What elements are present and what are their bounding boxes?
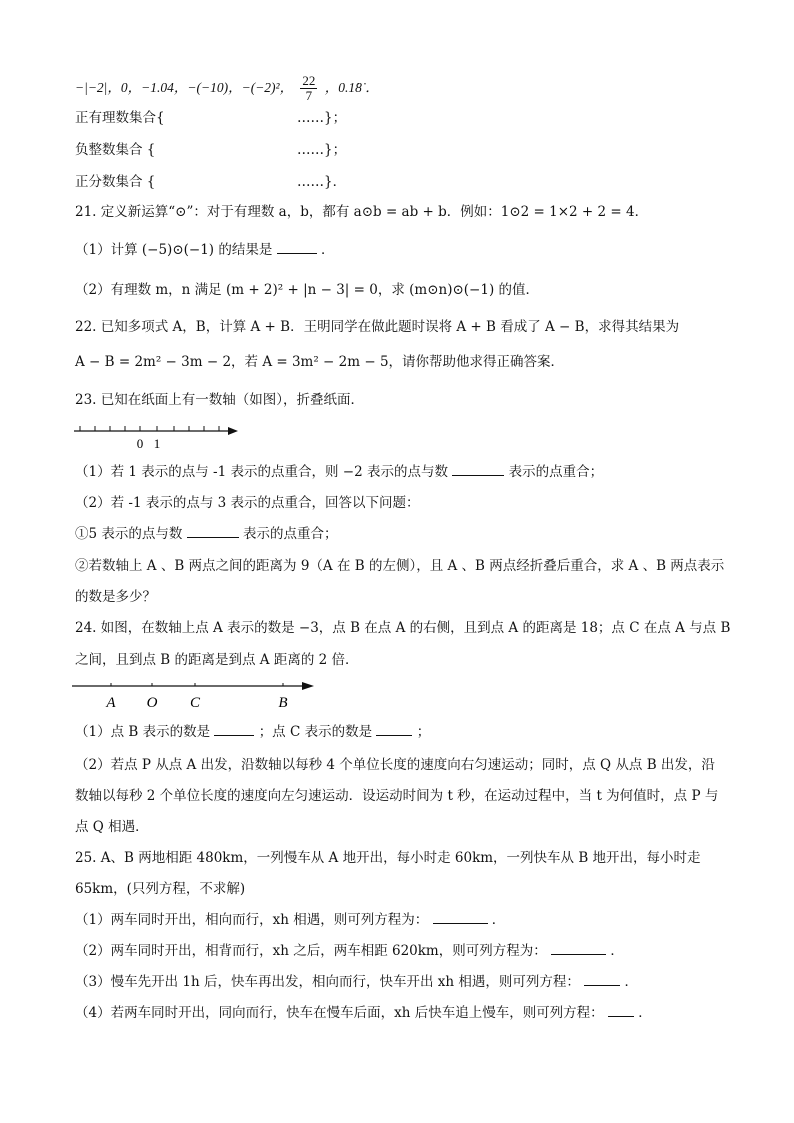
q24-line1: 24. 如图，在数轴上点 A 表示的数是 −3，点 B 在点 A 的右侧，且到点 A 的距离是 18；点 C 在点 A 与点 B [75,620,731,636]
set-end: ……}． [297,174,347,190]
set-end: ……}； [297,110,347,126]
point-label-B: B [278,695,288,711]
q20-numbers: −|−2|，0，−1.04，−(−10)，−(−2)²， [75,80,294,95]
q24-part2-line1: （2）若点 P 从点 A 出发，沿数轴以每秒 4 个单位长度的速度向右匀速运动；同时，点 Q 从点 B 出发，沿 [75,757,715,773]
q23-part2a [75,524,337,544]
answer-blank[interactable] [277,240,317,254]
q20-number-list [75,74,379,103]
answer-blank[interactable] [187,524,239,538]
q23-part1-text: （1）若 1 表示的点与 -1 表示的点重合，则 −2 表示的点与数 [75,464,448,480]
q23-number-line [70,420,250,452]
q25-part4 [75,1003,652,1023]
q24-part2-line3: 点 Q 相遇． [75,819,149,835]
q25-part4-text: （4）若两车同时开出，同向而行，快车在慢车后面，xh 后快车追上慢车，则可列方程： [75,1005,604,1021]
q24-part1-a: （1）点 B 表示的数是 [75,724,211,740]
q25-line2: 65km，(只列方程，不求解) [75,881,246,897]
answer-blank[interactable] [452,462,504,476]
set-label: 正有理数集合{ [75,110,165,126]
q24-part1-end: ； [416,724,431,740]
q22-line2: A − B = 2m² − 3m − 2，若 A = 3m² − 2m − 5，请你帮助他求得正确答案． [75,354,565,370]
q24-number-line [68,676,324,712]
q25-part2 [75,941,624,961]
q24-part2-line2: 数轴以每秒 2 个单位长度的速度向左匀速运动．设运动时间为 t 秒，在运动过程中，当 t 为何值时，点 P 与 [75,788,719,804]
q20-set-positive-fraction [75,172,347,192]
tick-label-0: 0 [136,436,144,451]
point-label-O: O [146,695,158,711]
set-end: ……}； [297,142,347,158]
q25-part1-text: （1）两车同时开出，相向而行，xh 相遇，则可列方程为： [75,912,429,928]
q23-part2b-line2: 的数是多少？ [75,589,156,605]
q24-part1-b: ；点 C 表示的数是 [258,724,373,740]
q20-set-negative-integer [75,140,347,160]
q21-part1-end: ． [320,242,335,258]
answer-blank[interactable] [376,722,412,736]
tick-label-1: 1 [153,436,161,451]
axis-arrow [228,427,238,435]
q20-set-positive-rational [75,108,347,128]
q21-stem: 21. 定义新运算“⊙”：对于有理数 a，b，都有 a⊙b = ab + b．例如：1⊙2 = 1×2 + 2 = 4． [75,204,649,220]
point-label-A: A [106,695,116,711]
q21-part2: （2）有理数 m，n 满足 (m + 2)² + |n − 3| = 0，求 (m⊙n)⊙(−1) 的值． [75,282,540,298]
q23-part2a-text: ①5 表示的点与数 [75,526,183,542]
q23-part2b-line1: ②若数轴上 A 、B 两点之间的距离为 9（A 在 B 的左侧），且 A 、B 两点经折叠后重合，求 A 、B 两点表示 [75,558,725,574]
q23-part2: （2）若 -1 表示的点与 3 表示的点重合，回答以下问题： [75,495,420,511]
q20-fraction-denominator: 7 [305,88,313,103]
q25-part1-end: ． [491,912,506,928]
q25-part3-end: ． [624,974,638,990]
q24-line2: 之间，且到点 B 的距离是到点 A 距离的 2 倍． [75,652,359,668]
answer-blank[interactable] [608,1003,634,1017]
q23-part1-end: 表示的点重合； [508,464,604,480]
q23-part2a-end: 表示的点重合； [242,526,338,542]
answer-blank[interactable] [584,972,620,986]
point-label-C: C [189,695,201,711]
answer-blank[interactable] [433,910,488,924]
q20-fraction [300,74,317,103]
q25-part4-end: ． [638,1005,652,1021]
set-label: 负整数集合 { [75,142,156,158]
q23-part1 [75,462,603,482]
q24-part1 [75,722,430,742]
axis-ticks [80,426,219,431]
q25-line1: 25. A、B 两地相距 480km，一列慢车从 A 地开出，每小时走 60km，一列快车从 B 地开出，每小时走 [75,850,701,866]
q25-part2-text: （2）两车同时开出，相背而行，xh 之后，两车相距 620km，则可列方程为： [75,943,547,959]
q25-part2-end: ． [610,943,624,959]
q22-line1: 22. 已知多项式 A，B，计算 A + B．王明同学在做此题时误将 A + B 看成了 A − B，求得其结果为 [75,319,680,335]
q21-part1-text: （1）计算 (−5)⊙(−1) 的结果是 [75,242,273,258]
q25-part1 [75,910,505,930]
set-label: 正分数集合 { [75,174,156,190]
q21-part1 [75,240,334,260]
answer-blank[interactable] [551,941,606,955]
answer-blank[interactable] [214,722,254,736]
q20-repeating-decimal: ，0.1̇8̇ ． [324,80,379,95]
q20-fraction-numerator: 22 [302,73,316,88]
axis-arrow [302,682,314,690]
q25-part3-text: （3）慢车先开出 1h 后，快车再出发，相向而行，快车开出 xh 相遇，则可列方程： [75,974,580,990]
q25-part3 [75,972,638,992]
q23-stem: 23. 已知在纸面上有一数轴（如图），折叠纸面． [75,392,365,408]
